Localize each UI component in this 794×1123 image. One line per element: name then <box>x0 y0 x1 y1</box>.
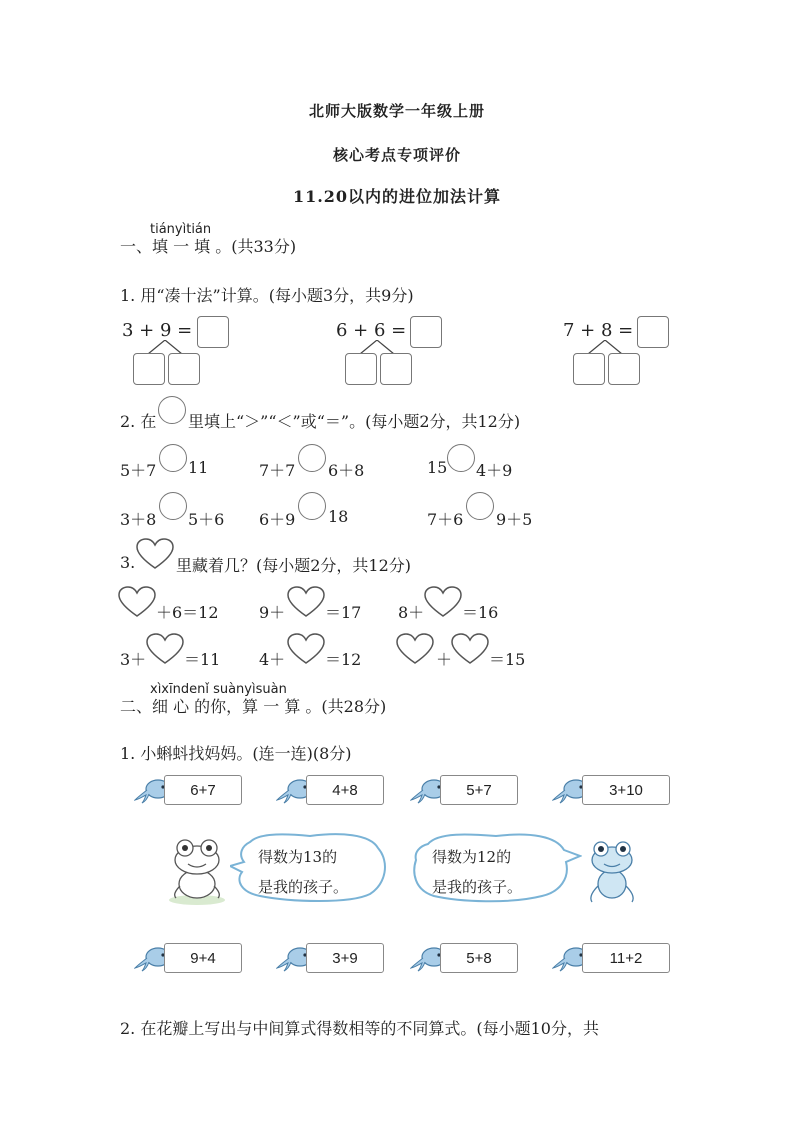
q3-r2-text-6: ＝15 <box>489 650 526 669</box>
heart-blank-6[interactable] <box>396 633 434 665</box>
q3-r2-text-3: 4＋ <box>259 650 286 669</box>
q3-r2-text-5: ＋ <box>436 650 453 669</box>
q3-r1-text-1: ＋6＝12 <box>156 603 219 622</box>
bubble-left-line1: 得数为13的 <box>258 848 338 866</box>
heart-blank-1[interactable] <box>118 586 156 618</box>
q2-left-2: 7＋7 <box>259 461 296 480</box>
q2-left-6: 7＋6 <box>427 510 464 529</box>
q2-prompt-a: 2. 在 <box>120 412 157 431</box>
section2-pinyin: xìxīndenǐ suànyìsuàn <box>150 682 287 697</box>
q3-r2-text-1: 3＋ <box>120 650 147 669</box>
q1-item-2: 6 + 6 = <box>336 320 407 341</box>
q2-compare-circle-4[interactable] <box>159 492 187 520</box>
q2-left-3: 15 <box>427 458 448 477</box>
q1-split-box-2b[interactable] <box>380 353 412 385</box>
section1-pinyin: tiányìtián <box>150 222 212 237</box>
q3-r2-text-4: ＝12 <box>325 650 362 669</box>
bottom-card-4[interactable]: 11+2 <box>582 943 670 973</box>
bottom-card-1[interactable]: 9+4 <box>164 943 242 973</box>
q1-item-3: 7 + 8 = <box>563 320 634 341</box>
q3-r1-text-3: ＝17 <box>325 603 362 622</box>
q2-left-1: 5＋7 <box>120 461 157 480</box>
heart-blank-2[interactable] <box>287 586 325 618</box>
q2-prompt-b: 里填上“＞”“＜”或“＝”。(每小题2分，共12分) <box>188 412 521 431</box>
frog-left-icon <box>166 836 228 906</box>
q2-left-5: 6＋9 <box>259 510 296 529</box>
q1-split-box-1b[interactable] <box>168 353 200 385</box>
section1-heading: 一、填 一 填 。(共33分) <box>120 237 297 256</box>
q3-r1-text-2: 9＋ <box>259 603 286 622</box>
heart-blank-4[interactable] <box>146 633 184 665</box>
q2-compare-circle-1[interactable] <box>159 444 187 472</box>
q3-r1-text-5: ＝16 <box>462 603 499 622</box>
q2-right-5: 18 <box>328 507 349 526</box>
q2-right-2: 6＋8 <box>328 461 365 480</box>
q3-r1-text-4: 8＋ <box>398 603 425 622</box>
bubble-right-line1: 得数为12的 <box>432 848 512 866</box>
q2-compare-circle-2[interactable] <box>298 444 326 472</box>
doc-title-line2: 核心考点专项评价 <box>332 146 461 164</box>
top-card-4[interactable]: 3+10 <box>582 775 670 805</box>
s2-q1-prompt: 1. 小蝌蚪找妈妈。(连一连)(8分) <box>120 744 352 763</box>
q1-answer-box-3[interactable] <box>637 316 669 348</box>
bubble-left-line2: 是我的孩子。 <box>258 878 349 896</box>
section2-heading: 二、细 心 的你，算 一 算 。(共28分) <box>120 697 387 716</box>
q1-split-box-3b[interactable] <box>608 353 640 385</box>
bubble-right-line2: 是我的孩子。 <box>432 878 523 896</box>
frog-right-icon <box>586 838 638 906</box>
s2-q2-prompt: 2. 在花瓣上写出与中间算式得数相等的不同算式。(每小题10分，共 <box>120 1019 599 1038</box>
q2-right-6: 9＋5 <box>496 510 533 529</box>
q2-right-3: 4＋9 <box>476 461 513 480</box>
top-card-3[interactable]: 5+7 <box>440 775 518 805</box>
q1-prompt: 1. 用“凑十法”计算。(每小题3分，共9分) <box>120 286 414 305</box>
heart-blank-7[interactable] <box>451 633 489 665</box>
q1-split-box-1a[interactable] <box>133 353 165 385</box>
q2-compare-circle-3[interactable] <box>447 444 475 472</box>
q2-compare-circle-5[interactable] <box>298 492 326 520</box>
q1-split-box-2a[interactable] <box>345 353 377 385</box>
top-card-2[interactable]: 4+8 <box>306 775 384 805</box>
q2-right-1: 11 <box>188 458 209 477</box>
q3-prompt-a: 3. <box>120 553 136 572</box>
bottom-card-3[interactable]: 5+8 <box>440 943 518 973</box>
q3-r2-text-2: ＝11 <box>184 650 221 669</box>
doc-title-line3: 11.20以内的进位加法计算 <box>292 187 502 206</box>
q1-answer-box-1[interactable] <box>197 316 229 348</box>
q2-circle-icon <box>158 396 186 424</box>
q2-right-4: 5＋6 <box>188 510 225 529</box>
q1-answer-box-2[interactable] <box>410 316 442 348</box>
heart-blank-3[interactable] <box>424 586 462 618</box>
heart-icon <box>136 538 174 570</box>
q2-left-4: 3＋8 <box>120 510 157 529</box>
heart-blank-5[interactable] <box>287 633 325 665</box>
q1-item-1: 3 + 9 = <box>122 320 193 341</box>
top-card-1[interactable]: 6+7 <box>164 775 242 805</box>
q1-split-box-3a[interactable] <box>573 353 605 385</box>
q3-prompt-b: 里藏着几？(每小题2分，共12分) <box>176 556 412 575</box>
bottom-card-2[interactable]: 3+9 <box>306 943 384 973</box>
q2-compare-circle-6[interactable] <box>466 492 494 520</box>
doc-title-line1: 北师大版数学一年级上册 <box>308 102 485 120</box>
